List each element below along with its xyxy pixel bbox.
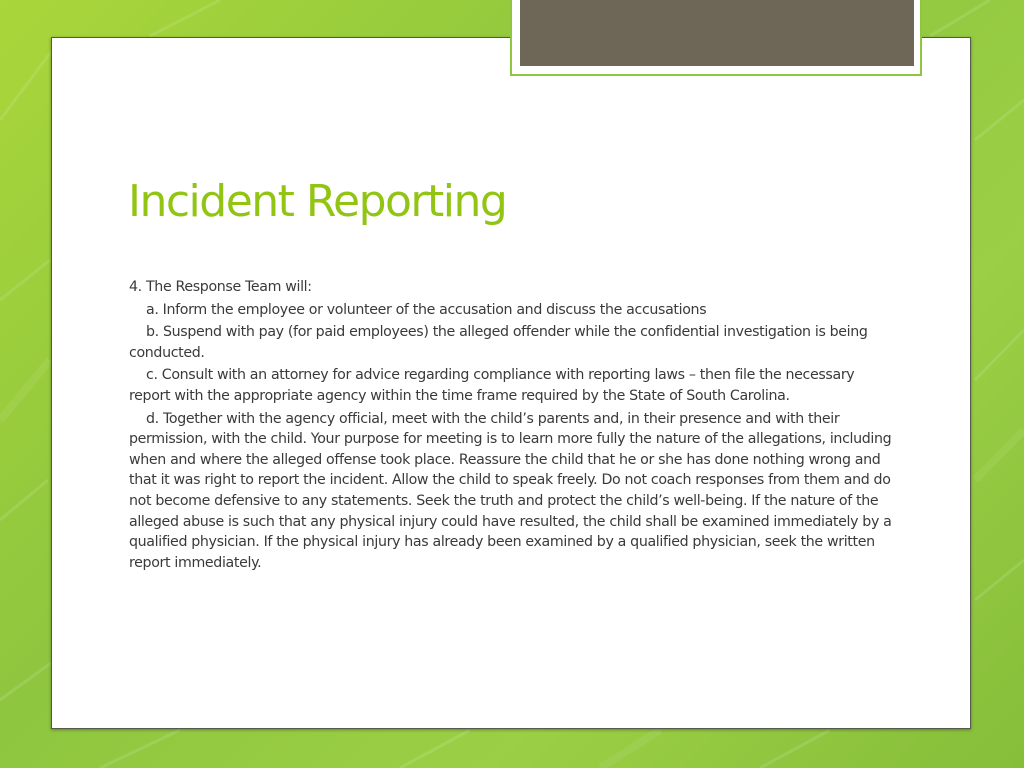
intro-line: 4. The Response Team will: <box>129 279 312 295</box>
decorative-tab <box>520 0 914 66</box>
list-item-b: b. Suspend with pay (for paid employees) the alleged offender while the confidential investigation is being conducted. <box>129 324 868 361</box>
list-item-a: a. Inform the employee or volunteer of the accusation and discuss the accusations <box>146 301 707 318</box>
list-item-d: d. Together with the agency official, meet with the child’s parents and, in their presence and with their permission, with the child. Your purpose for meeting is to learn more fully the nature of the allegations, including when and where the alleged offense took place. Reassure the child that he or she has done nothing wrong and that it was right to report the incident. Allow the child to speak freely. Do not coach responses from them and do not become defensive to any statements. Seek the truth and protect the child’s well-being. If the nature of the alleged abuse is such that any physical injury could have resulted, the child shall be examined immediately by a qualified physician. If the physical injury has already been examined by a qualified physician, seek the written report immediately. <box>129 410 892 571</box>
list-item-c: c. Consult with an attorney for advice regarding compliance with reporting laws – then file the necessary report with the appropriate agency within the time frame required by the State of South Carolina. <box>129 367 855 404</box>
slide-title: Incident Reporting <box>128 176 507 227</box>
slide-body <box>129 277 899 573</box>
